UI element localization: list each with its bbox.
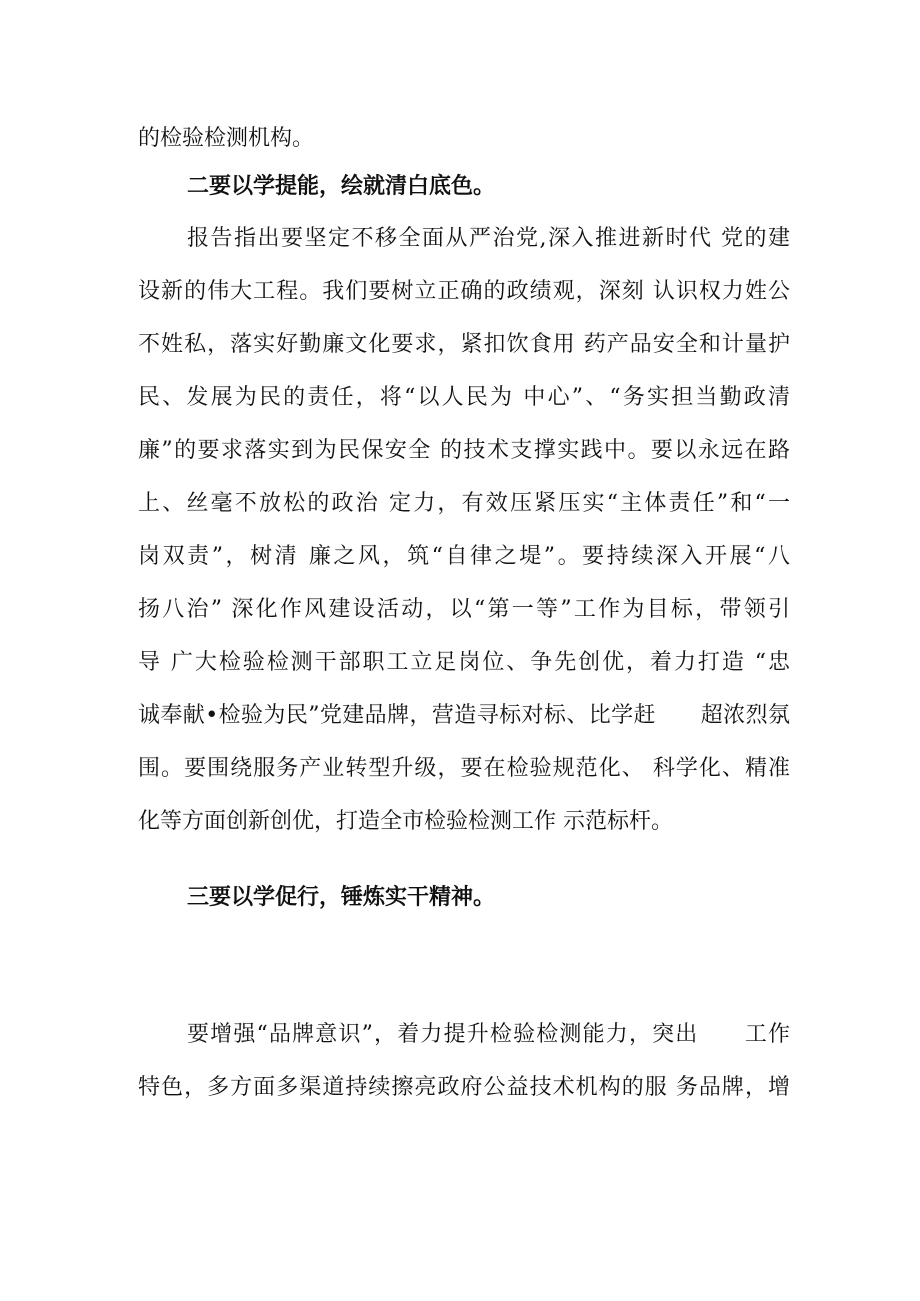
paragraph-tail-line: 的检验检测机构。: [138, 126, 315, 151]
body-line: 诚奉献•检验为民”党建品牌，营造寻标对标、比学赶 超浓烈氛: [138, 703, 790, 728]
body-line: 民、发展为民的责任，将“以人民为 中心”、“务实担当勤政清: [138, 385, 790, 410]
body-line: 报告指出要坚定不移全面从严治党,深入推进新时代 党的建: [187, 226, 790, 251]
body-line-last: 化等方面创新创优，打造全市检验检测工作 示范标杆。: [138, 809, 673, 834]
section-heading-3: 三要以学促行，锤炼实干精神。: [187, 885, 496, 910]
body-line: 导 广大检验检测干部职工立足岗位、争先创优，着力打造 “忠: [138, 650, 790, 675]
body-line: 围。要围绕服务产业转型升级，要在检验规范化、 科学化、精准: [138, 756, 790, 781]
body-line: 岗双责”，树清 廉之风，筑“自律之堤”。要持续深入开展“八: [138, 544, 790, 569]
body-line: 要增强“品牌意识”，着力提升检验检测能力，突出 工作: [187, 1022, 790, 1047]
body-line: 设新的伟大工程。我们要树立正确的政绩观，深刻 认识权力姓公: [138, 279, 790, 304]
body-line: 廉”的要求落实到为民保安全 的技术支撑实践中。要以永远在路: [138, 438, 790, 463]
section-heading-2: 二要以学提能，绘就清白底色。: [187, 174, 496, 199]
body-line: 不姓私，落实好勤廉文化要求，紧扣饮食用 药产品安全和计量护: [138, 332, 790, 357]
body-line: 扬八治” 深化作风建设活动，以“第一等”工作为目标，带领引: [138, 597, 790, 622]
body-line: 上、丝毫不放松的政治 定力，有效压紧压实“主体责任”和“一: [138, 491, 790, 516]
body-line: 特色，多方面多渠道持续擦亮政府公益技术机构的服 务品牌，增: [138, 1075, 790, 1100]
